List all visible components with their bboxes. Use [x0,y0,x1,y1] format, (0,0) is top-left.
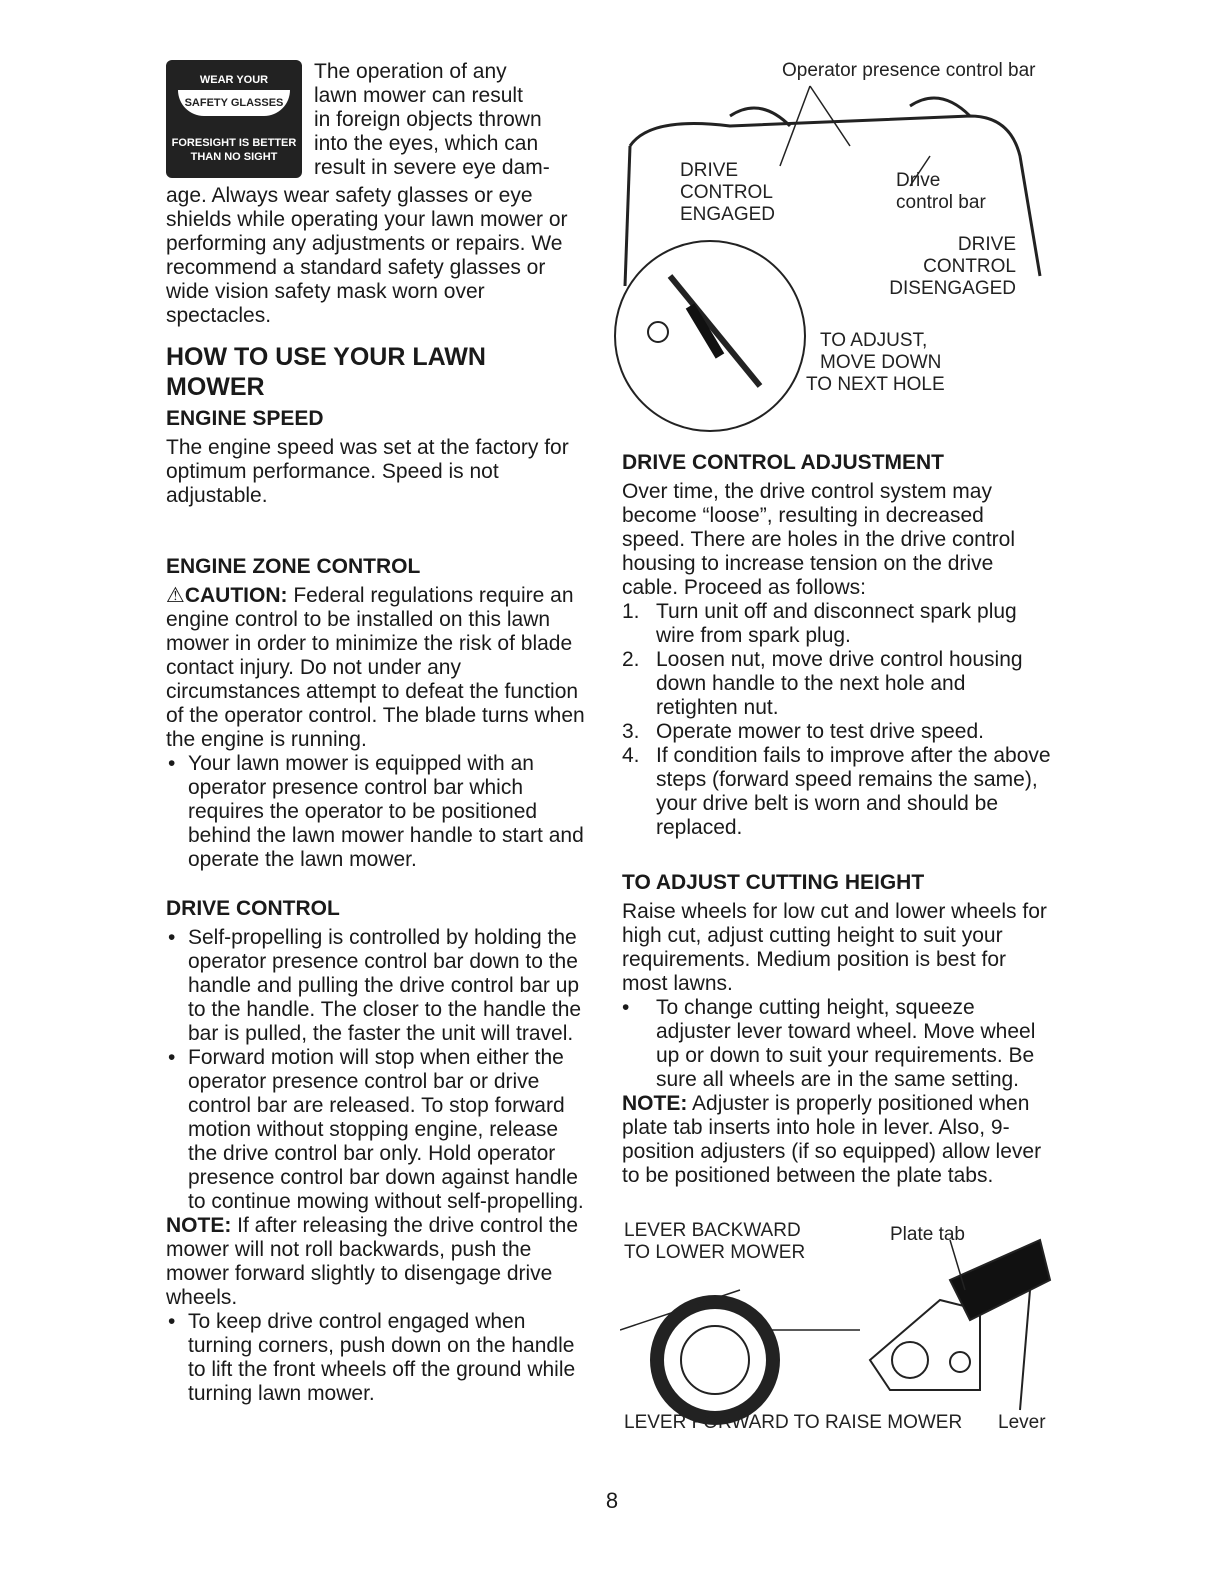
note-label: NOTE: [622,1092,688,1115]
plate-tab-label: Plate tab [890,1224,965,1245]
warning-triangle-icon: ⚠ [166,584,185,607]
operator-bar-label: Operator presence control bar [782,60,1036,81]
page-number: 8 [605,1488,619,1513]
list-item: 4. If condition fails to improve after the above steps (forward speed remains the same), your drive belt is worn and should be replaced. [622,744,1051,839]
note-paragraph [622,1092,1052,1188]
lever-backward-label: LEVER BACKWARD TO LOWER MOWER [624,1220,806,1263]
caution-text: Federal regulations require an engine control to be installed on this lawn mower in order to minimize the risk of blade contact injury. Do not under any circumstances attempt to defeat the function of the operator control. The blade turns when the engine is running. [166,584,585,751]
drive-bar-label: Drive control bar [896,170,986,213]
intro-text: age. Always wear safety glasses or eye shields while operating your lawn mower or performing any adjustments or repairs. We recommend a standard safety glasses or wide vision safety mask worn over spectacles. [166,184,568,327]
drive-control-title: DRIVE CONTROL [166,897,340,920]
intro-lines: The operation of any lawn mower can result in foreign objects thrown into the eyes, which can result in severe eye dam- [314,60,550,179]
note-text: If after releasing the drive control the mower will not roll backwards, push the mower forward slightly to disengage drive wheels. [166,1214,579,1309]
list-item: • Your lawn mower is equipped with an operator presence control bar which requires the operator to be positioned behind the lawn mower handle to start and operate the lawn mower. [168,752,584,871]
engine-speed-text: The engine speed was set at the factory for optimum performance. Speed is not adjustable. [166,436,569,507]
drive-adjustment-text: Over time, the drive control system may become “loose”, resulting in decreased speed. There are holes in the drive control housing to increase tension on the drive cable. Proceed as follows: [622,480,1016,599]
disengaged-label: DRIVE CONTROL DISENGAGED [889,234,1016,299]
list-item: • To change cutting height, squeeze adjuster lever toward wheel. Move wheel up or down to suit your requirements. Be sure all wheels are in the same setting. [622,996,1036,1091]
badge-bottom-text: FORESIGHT IS BETTER THAN NO SIGHT [171,137,297,163]
list-item: 1. Turn unit off and disconnect spark plug wire from spark plug. [622,600,1017,647]
caution-paragraph [166,584,591,752]
bullet-icon: • [168,1310,176,1333]
right-column [622,450,1052,1188]
note-text: Adjuster is properly positioned when plate tab inserts into hole in lever. Also, 9-position adjusters (if so equipped) allow lever to be positioned between the plate tabs. [622,1092,1042,1187]
bullet-icon: • [168,752,176,775]
list-item: • Self-propelling is controlled by holding the operator presence control bar down to the handle and pulling the drive control bar up to the handle. The closer to the handle the bar is pulled, the faster the unit will travel. [168,926,582,1045]
badge-top-text: WEAR YOUR [199,74,269,86]
bullet-icon: • [168,1046,176,1069]
engine-zone-title: ENGINE ZONE CONTROL [166,555,421,578]
caution-label: CAUTION: [184,584,288,607]
engaged-label: DRIVE CONTROL ENGAGED [680,160,776,225]
engine-speed-title: ENGINE SPEED [166,407,324,430]
section-title: HOW TO USE YOUR LAWN MOWER [166,343,486,401]
bullet-icon: • [168,926,176,949]
drive-control-diagram [610,56,1060,446]
bullet-icon: • [622,996,630,1019]
list-item: 3. Operate mower to test drive speed. [622,720,984,743]
list-item: • To keep drive control engaged when turning corners, push down on the handle to lift the front wheels off the ground while turning lawn mower. [168,1310,576,1405]
lever-label: Lever [998,1412,1046,1433]
adjust-label: TO ADJUST, MOVE DOWN TO NEXT HOLE [806,330,945,395]
cutting-height-text: Raise wheels for low cut and lower wheels for high cut, adjust cutting height to suit your requirements. Medium position is best for most lawns. [622,900,1047,995]
safety-glasses-badge [166,60,302,178]
badge-mid-text: SAFETY GLASSES [178,90,290,116]
left-column [166,60,591,1406]
list-item: 2. Loosen nut, move drive control housing down handle to the next hole and retighten nut. [622,648,1023,719]
note-label: NOTE: [166,1214,232,1237]
cutting-height-diagram [620,1220,1060,1440]
lever-forward-label: LEVER FORWARD TO RAISE MOWER [624,1412,963,1433]
drive-adjustment-title: DRIVE CONTROL ADJUSTMENT [622,451,945,474]
cutting-height-title: TO ADJUST CUTTING HEIGHT [622,871,925,894]
list-item: • Forward motion will stop when either the operator presence control bar or drive control bar are released. To stop forward motion without stopping engine, release the drive control bar only. Hold operator presence control bar down against handle to continue mowing without self-propelling. [168,1046,584,1213]
note-paragraph [166,1214,591,1310]
